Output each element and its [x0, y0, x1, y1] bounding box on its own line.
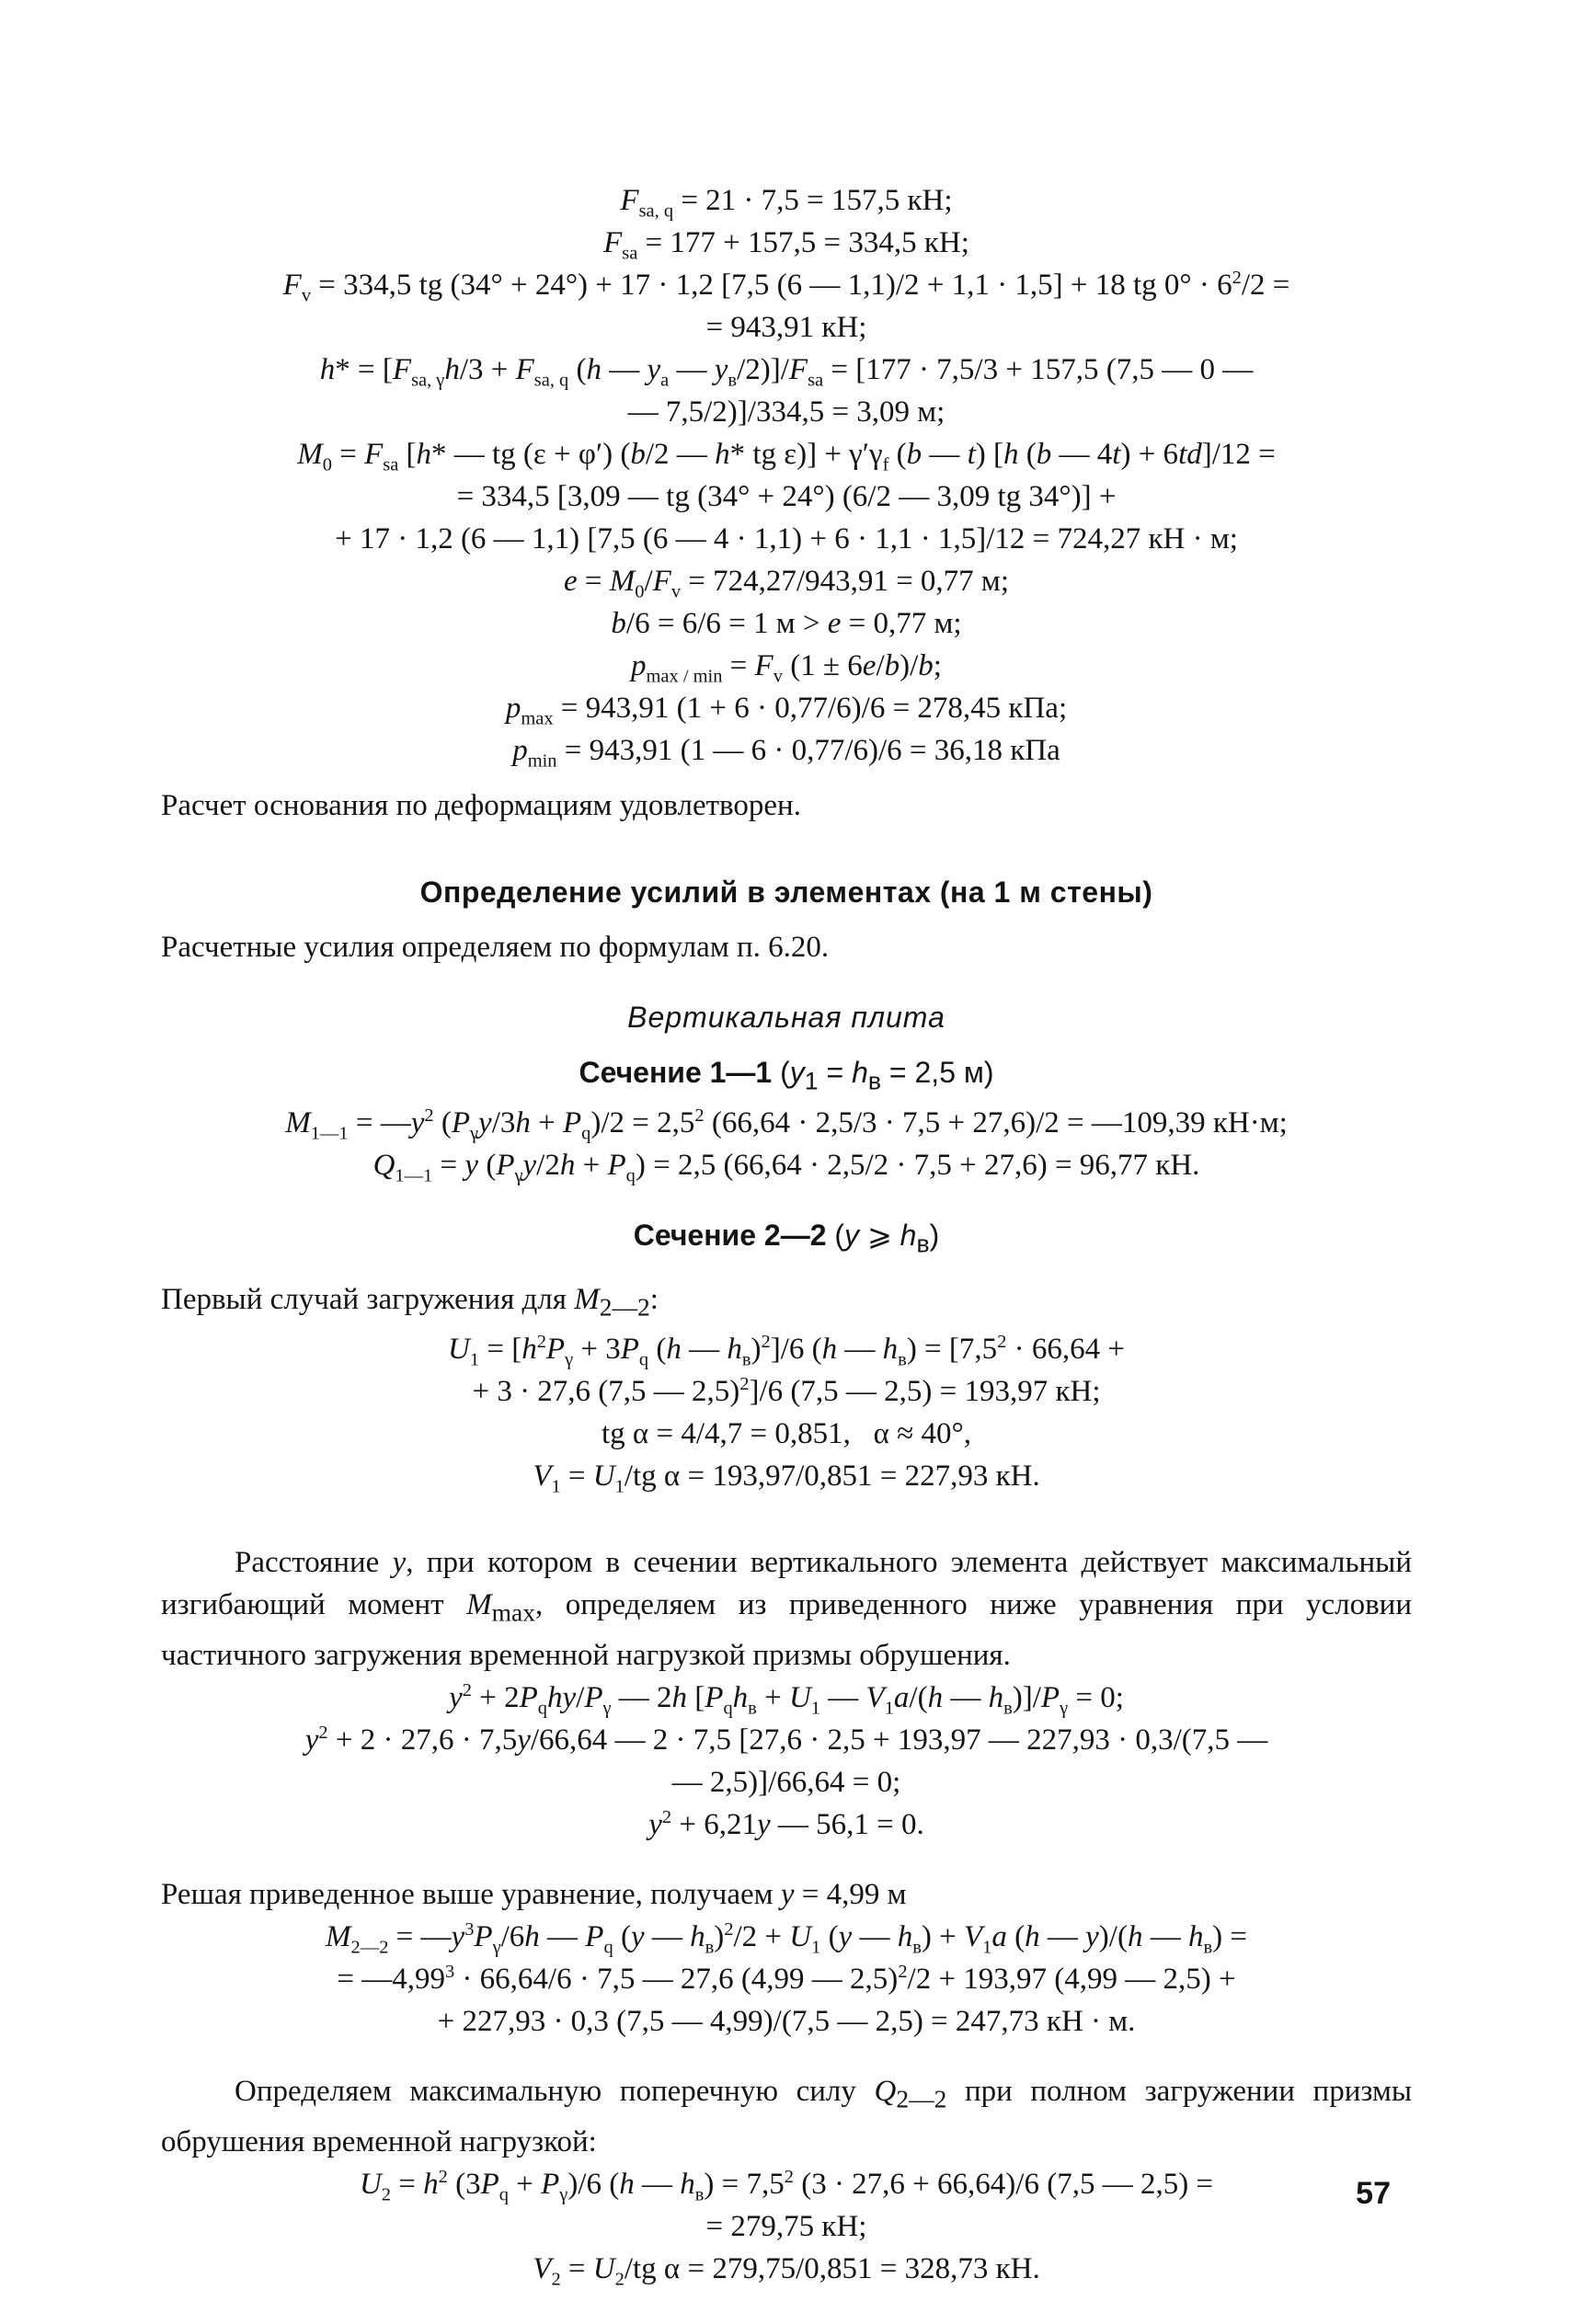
equation-line: — 2,5)]/66,64 = 0; [671, 1765, 901, 1799]
distance-paragraph: Расстояние y, при котором в сечении вертикального элемента действует максимальный изгибающий момент $M_{max}$, определяем из приведенного ниже уравнения при условии частичного загружения временной нагрузкой призмы обрушения. [161, 1546, 1413, 1672]
equation-line: $U_1 = [h^2P_\gamma + 3P_q$ (h — $h_в)^2]/6$ (h — $h_в) = [7,5^2 \cdot 66,64$ + [448, 1332, 1125, 1370]
equation-line: $y^2 + 6,21y$ — 56,1 = 0. [648, 1806, 924, 1841]
equation-line: tg α = 4/4,7 = 0,851, α ≈ 40°, [602, 1417, 971, 1451]
first-case-label: Первый случай загружения для $M_{2—2}$: [161, 1282, 659, 1322]
equation-line: $V_1 = U_1/tg$ α = 193,97/0,851 = 227,93 кН. [533, 1460, 1040, 1497]
equation-line: = 334,5 [3,09 — tg (34° + 24°) (6/2 — 3,09 tg 34°)] + [456, 480, 1117, 513]
first-case-equations [161, 1328, 1412, 1497]
equation-line: $V_2 = U_2/tg$ α = 279,75/0,851 = 328,73 кН. [533, 2251, 1040, 2290]
equation-line: $p_{min} = 943,91$ (1 — 6 · 0,77/6)/6 = 36,18 кПа [512, 734, 1060, 772]
equation-line: — 7,5/2)]/334,5 = 3,09 м; [627, 395, 945, 429]
equation-line: + 17 · 1,2 (6 — 1,1) [7,5 (6 — 4 · 1,1) + 6 · 1,1 · 1,5]/12 = 724,27 кН · м; [335, 522, 1238, 555]
shear-paragraph: Определяем максимальную поперечную силу $Q_{2—2}$ при полном загружении призмы обрушения временной нагрузкой: [161, 2074, 1413, 2158]
foundation-calculation [161, 179, 1412, 772]
section-1-title: Сечение 1—1 ($y_1 = h_в = 2,5$ м) [579, 1056, 994, 1095]
page-number: 57 [1356, 2176, 1391, 2211]
equation-line: + 3 · 27,6 (7,5 — 2,5)$^2$]/6 (7,5 — 2,5) = 193,97 кН; [472, 1374, 1101, 1409]
equation-line: $M_0 = F_{sa}$ [h* — tg (ε + φ′) (b/2 — h* tg $\varepsilon)] + \gamma'\gamma_f$ (b — t) [h (b — 4t) + 6td]/12 = [297, 438, 1276, 475]
forces-intro-text: Расчетные усилия определяем по формулам п. 6.20. [161, 931, 830, 964]
section-2-title: Сечение 2—2 (y ⩾ $h_в$) [633, 1219, 940, 1258]
equation-line: $F_{sa} = 177 + 157,5 = 334,5$ кН; [603, 226, 969, 264]
equation-line: $h* = [F_{sa, \gamma}h/3 + F_{sa, q}$ (h — $y_a$ — $y_в/2)]/F_{sa} = [177 \cdot 7,5/3 + 157,5$ (7,5 — 0 — [319, 353, 1254, 391]
equation-line: $y^2 + 2 \cdot 27,6 \cdot 7,5y/66,64$ — 2 · 7,5 [27,6 · 2,5 + 193,97 — 227,93 · 0,3/(7,5 — [304, 1722, 1268, 1757]
solution-text: Решая приведенное выше уравнение, получаем y = 4,99 м [161, 1877, 907, 1911]
equation-line: $Q_{1—1} = y$ $(P_\gamma y/2h + P_q) = 2,5$ (66,64 · 2,5/2 · 7,5 + 27,6) = 96,77 кН. [372, 1149, 1200, 1186]
section-1-equations [161, 1102, 1412, 1186]
equation-line: $M_{1—1}$ = $—y^2$ $(P_\gamma y/3h + P_q)/2 = 2,5^2$ (66,64 · 2,5/3 · 7,5 + 27,6)/2 = —109,39 кН·м; [285, 1105, 1288, 1144]
equation-line: + 227,93 · 0,3 (7,5 — 4,99)/(7,5 — 2,5) = 247,73 кН · м. [437, 2004, 1136, 2038]
equation-line: $e = M_0/F_v = 724,27/943,91 = 0,77$ м; [563, 565, 1009, 602]
equation-line: $F_v = 334,5$ tg (34° + 24°) + 17 · 1,2 [7,5 (6 — 1,1)/2 + 1,1 · 1,5] + 18 tg $0^\circ \cdot 6^2/2$ = [282, 268, 1290, 306]
equation-line: $M_{2—2}$ = $—y^3P_\gamma/6h$ — $P_q$ (y — $h_в)^2/2 + U_1$ (y — $h_в) + V_1a$ (h — y)/(h — $h_в$) = [326, 1918, 1247, 1958]
equation-line: $U_2 = h^2$ $(3P_q + P_\gamma)/6$ (h — $h_в) = 7,5^2$ (3 · 27,6 + 66,64)/6 (7,5 — 2,5) = [359, 2166, 1214, 2205]
moment-equations [161, 1916, 1412, 2043]
equation-line: = 279,75 кН; [705, 2209, 867, 2243]
conclusion-text: Расчет основания по деформациям удовлетворен. [161, 789, 801, 822]
equation-line: b/6 = 6/6 = 1 м > e = 0,77 м; [611, 607, 962, 640]
equation-line: $p_{max} = 943,91$ (1 + 6 · 0,77/6)/6 = 278,45 кПа; [505, 692, 1068, 729]
shear-equations [161, 2163, 1412, 2290]
equation-line: $F_{sa, q} = 21 \cdot 7,5 = 157,5$ кН; [620, 184, 953, 222]
equation-line: = 943,91 кН; [705, 311, 867, 344]
document-page [161, 179, 1412, 2290]
equation-line: $y^2 + 2P_qhy/P_\gamma$ — 2h [$P_qh_в + U_1$ — $V_1a/(h$ — $h_в)]/P_\gamma = 0$; [449, 1679, 1124, 1719]
equation-line: $p_{max / min} = F_v$ (1 ± 6e/b)/b; [631, 649, 942, 687]
equation-line: = $—4,99^3 \cdot 66,64/6 \cdot 7,5$ — 27,6 (4,99 — 2,5)$^2$/2 + 193,97 (4,99 — 2,5) + [337, 1961, 1236, 1996]
forces-heading: Определение усилий в элементах (на 1 м стены) [419, 876, 1153, 909]
vertical-slab-heading: Вертикальная плита [627, 1001, 945, 1034]
distance-equations [161, 1677, 1412, 1846]
